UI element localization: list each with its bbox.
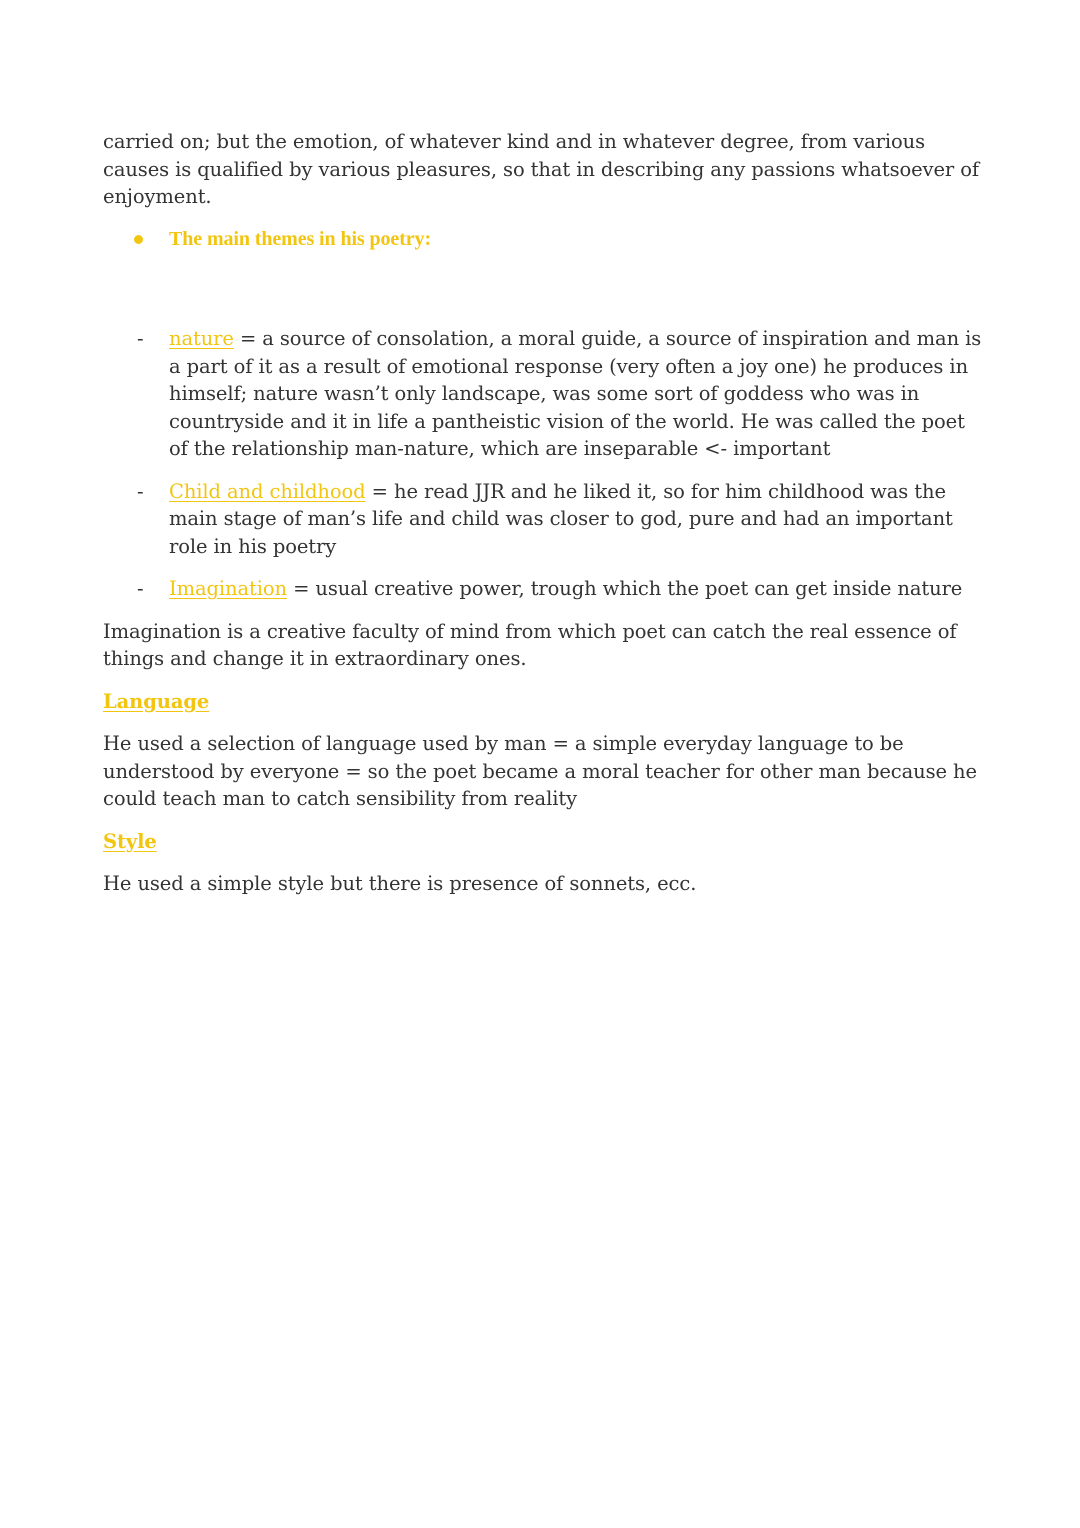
theme-text: = a source of consolation, a moral guide, a source of inspiration and man is a part of it as a result of emotional response (very often a joy one) he produces in himself; nature wasn’t only landscape, was some sort of goddess who was in countryside and it in life a pantheistic vision of the world. He was called the poet of the relationship man-nature, which are inseparable <- important <box>169 327 982 460</box>
bullet-dot-icon <box>134 235 143 244</box>
dash-icon: - <box>137 479 144 503</box>
theme-term: Imagination <box>169 577 287 600</box>
theme-text: = he read JJR and he liked it, so for him childhood was the main stage of man’s life and child was closer to god, pure and had an important role in his poetry <box>169 479 953 558</box>
themes-bullet <box>103 226 983 254</box>
theme-term: Child and childhood <box>169 479 366 503</box>
theme-item-nature <box>103 325 983 463</box>
style-paragraph: He used a simple style but there is presence of sonnets, ecc. <box>103 872 697 895</box>
theme-text: = usual creative power, trough which the poet can get inside nature <box>287 577 963 600</box>
style-heading: Style <box>103 829 157 853</box>
theme-item-childhood <box>103 478 983 561</box>
themes-heading: The main themes in his poetry: <box>169 227 432 250</box>
language-heading: Language <box>103 689 210 713</box>
dash-icon: - <box>137 327 144 350</box>
theme-item-imagination <box>103 575 983 603</box>
theme-term: nature <box>169 327 234 350</box>
dash-icon: - <box>137 577 144 600</box>
imagination-paragraph: Imagination is a creative faculty of mind from which poet can catch the real essence of things and change it in extraordinary ones. <box>103 619 957 670</box>
document-page <box>103 128 983 913</box>
language-paragraph: He used a selection of language used by man = a simple everyday language to be understood by everyone = so the poet became a moral teacher for other man because he could teach man to catch sensibility from reality <box>103 732 977 810</box>
spacer <box>103 268 983 325</box>
intro-paragraph: carried on; but the emotion, of whatever kind and in whatever degree, from various causes is qualified by various pleasures, so that in describing any passions whatsoever of enjoyment. <box>103 130 979 208</box>
